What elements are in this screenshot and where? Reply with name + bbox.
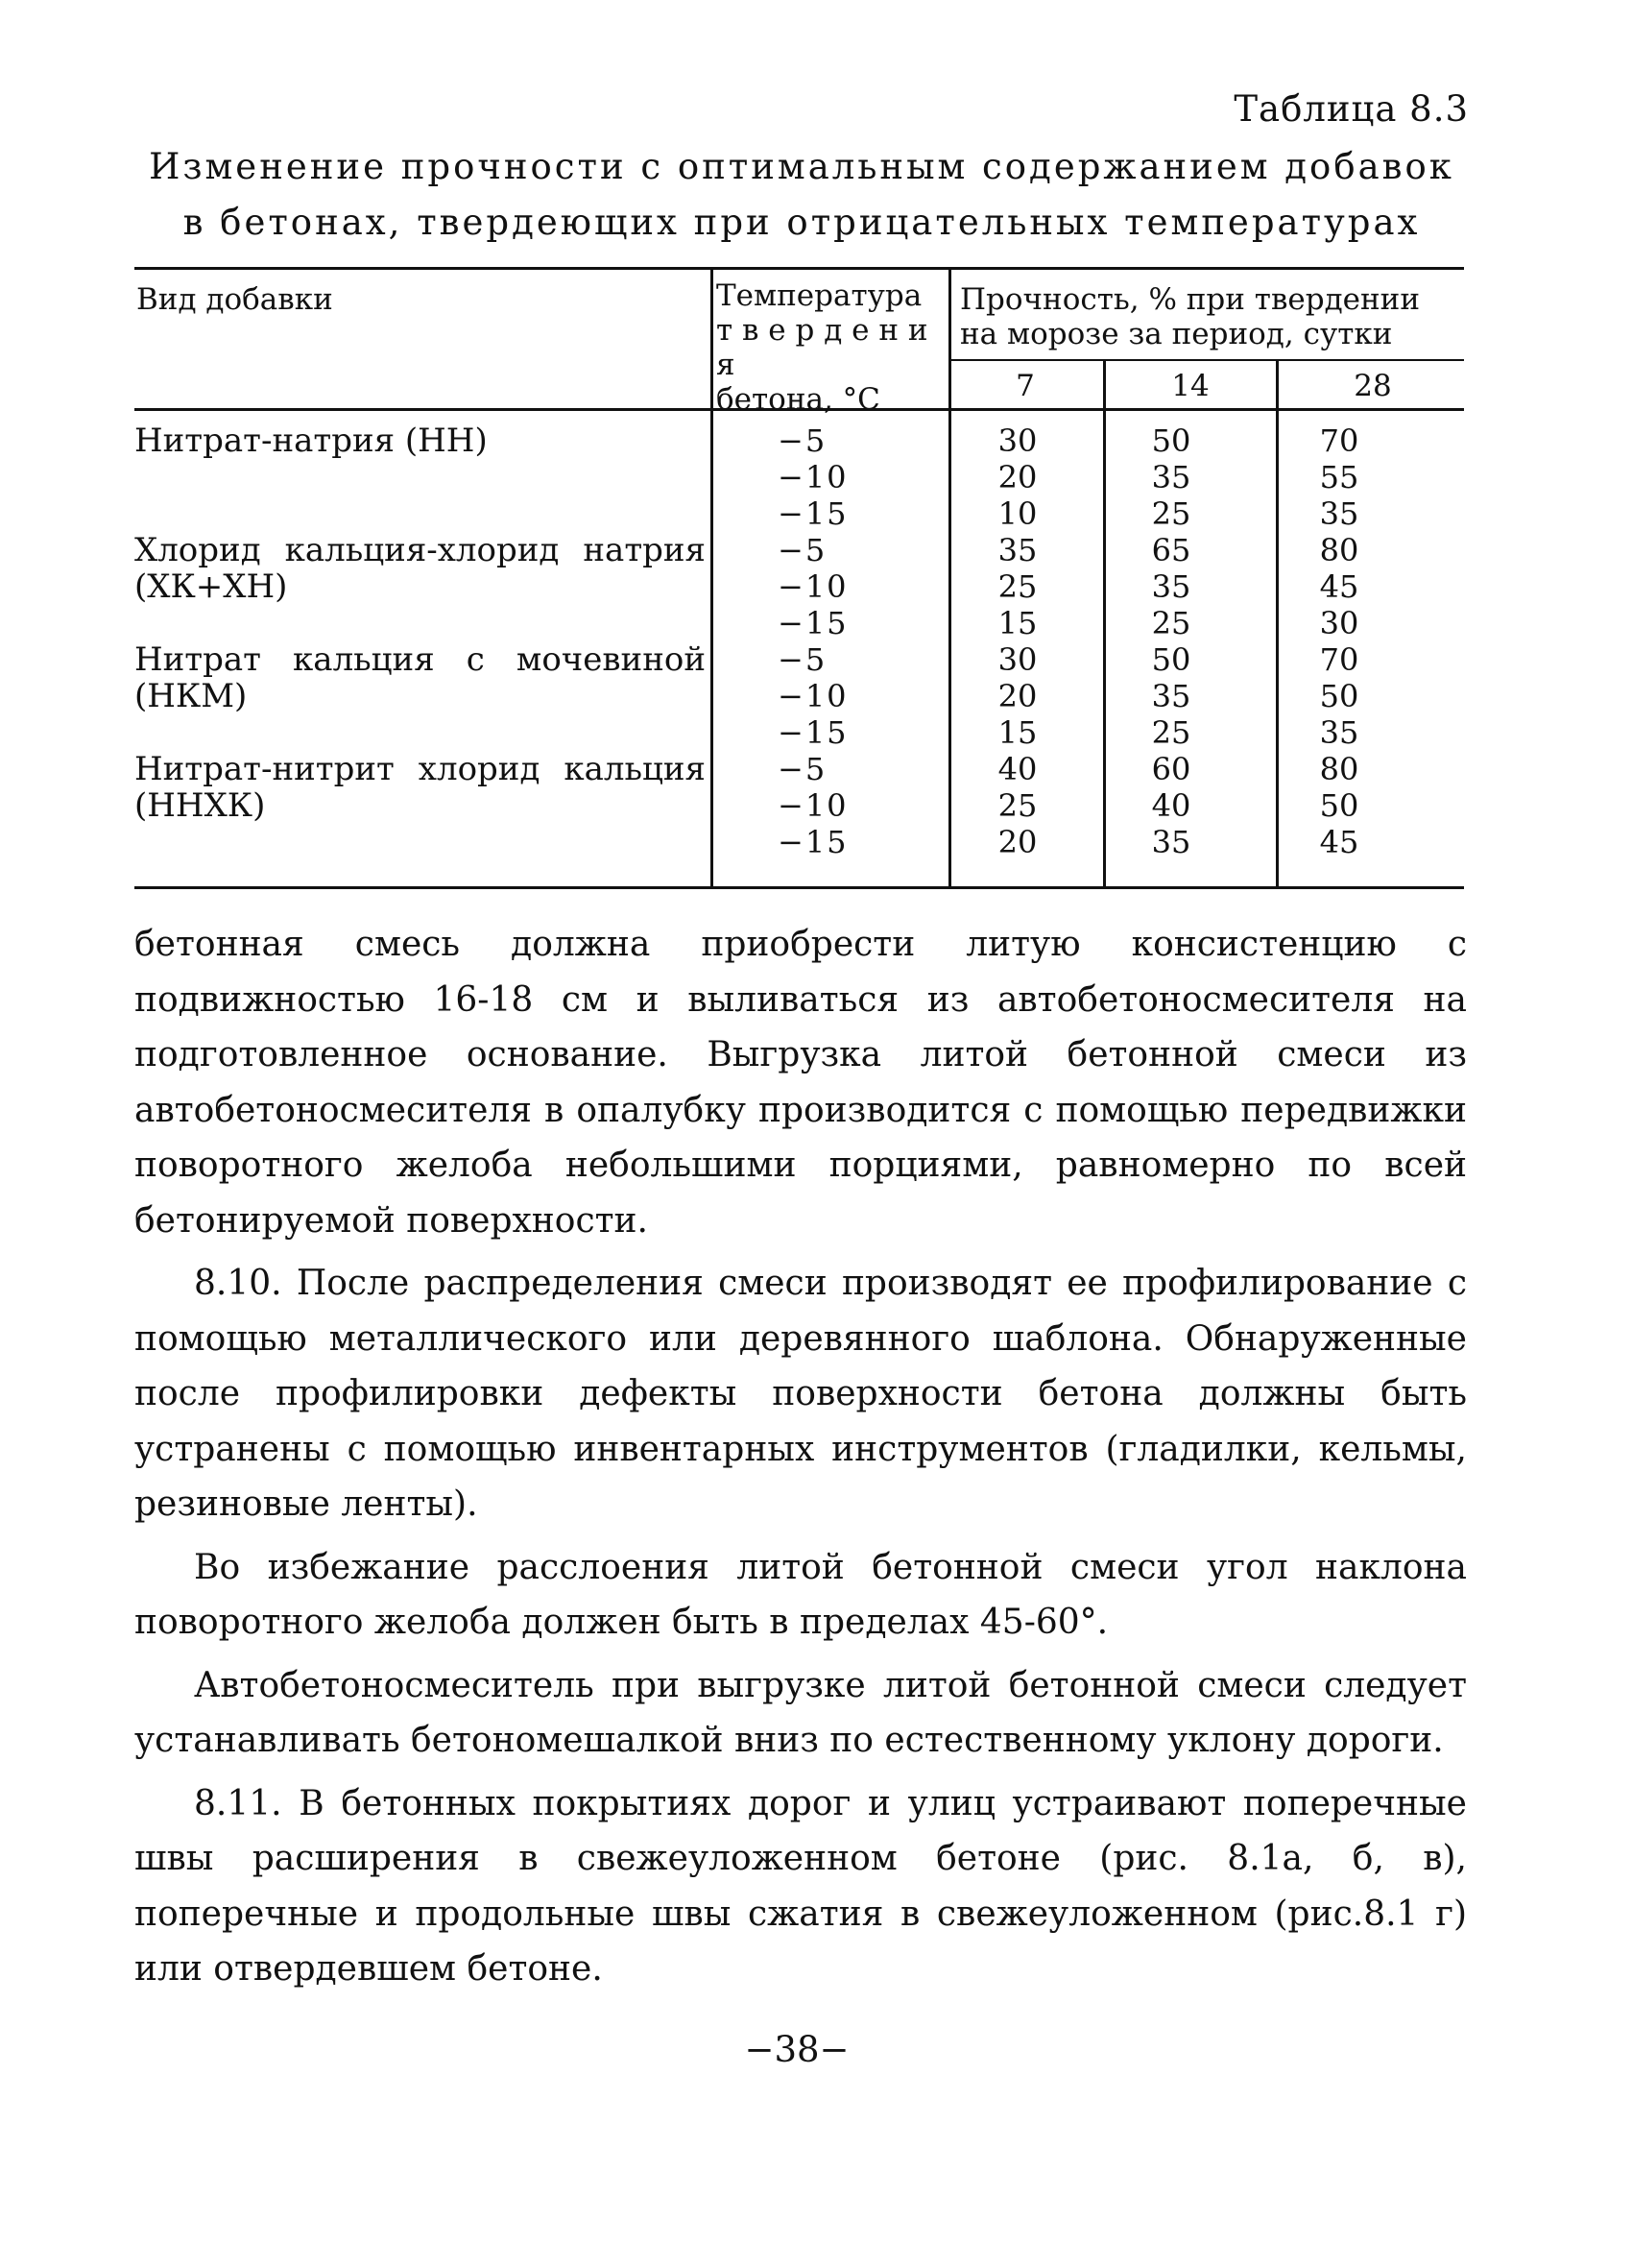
temp-cell: −10 [778, 678, 849, 714]
day7-cell: 20 [997, 459, 1038, 495]
table-row [134, 787, 1464, 824]
table-row [134, 605, 1464, 641]
table-row [134, 495, 1464, 532]
days-top-rule [948, 359, 1464, 361]
day28-cell: 50 [1319, 787, 1359, 824]
table-row [134, 824, 1464, 860]
day14-cell: 40 [1151, 787, 1191, 824]
additive-name: Нитрат-натрия (НН) [134, 422, 488, 460]
day7-cell: 10 [997, 495, 1038, 532]
caption-line-2: в бетонах, твердеющих при отрицательных температурах [182, 202, 1421, 243]
day28-cell: 30 [1319, 605, 1359, 641]
header-day-28: 28 [1354, 369, 1392, 403]
temp-cell: −15 [778, 495, 849, 532]
day28-cell: 80 [1319, 751, 1359, 787]
day28-cell: 35 [1319, 714, 1359, 751]
paragraph: 8.10. После распределения смеси производят ее профилирование с помощью металлического или деревянного шаблона. Обнаруженные после профилировки дефекты поверхности бетона должны быть устранены с помощью инвентарных инструментов (гладилки, кельмы, резиновые ленты). [134, 1264, 1467, 1524]
table-row [134, 714, 1464, 751]
page-number: −38− [744, 2029, 850, 2070]
additive-name: Нитрат кальция с мочевиной (НКМ) [134, 640, 706, 715]
table-group [134, 532, 1464, 641]
day7-cell: 25 [997, 787, 1038, 824]
body-text [134, 917, 1467, 1997]
table-caption [134, 139, 1469, 251]
header-strength: Прочность, % при твердении на морозе за период, сутки [960, 282, 1421, 351]
table-row [134, 422, 1464, 459]
table-group [134, 641, 1464, 751]
paragraph: Автобетоносмеситель при выгрузке литой бетонной смеси следует устанавливать бетономешалкой вниз по естественному уклону дороги. [134, 1665, 1467, 1760]
day28-cell: 55 [1319, 459, 1359, 495]
day28-cell: 50 [1319, 678, 1359, 714]
day14-cell: 50 [1151, 422, 1191, 459]
day7-cell: 15 [997, 605, 1038, 641]
day14-cell: 25 [1151, 714, 1191, 751]
table-row [134, 568, 1464, 605]
table-row [134, 532, 1464, 568]
table-bottom-rule [134, 886, 1464, 889]
table-group [134, 751, 1464, 860]
day7-cell: 25 [997, 568, 1038, 605]
day28-cell: 45 [1319, 824, 1359, 860]
day7-cell: 30 [997, 641, 1038, 678]
temp-cell: −10 [778, 787, 849, 824]
table-row [134, 751, 1464, 787]
day28-cell: 35 [1319, 495, 1359, 532]
day14-cell: 25 [1151, 605, 1191, 641]
day14-cell: 35 [1151, 459, 1191, 495]
temp-cell: −10 [778, 568, 849, 605]
day14-cell: 35 [1151, 568, 1191, 605]
header-day-7: 7 [1016, 369, 1035, 403]
table-row [134, 678, 1464, 714]
table-row [134, 459, 1464, 495]
temp-cell: −15 [778, 605, 849, 641]
day7-cell: 20 [997, 678, 1038, 714]
additive-name: Хлорид кальция-хлорид натрия (ХК+ХН) [134, 531, 706, 606]
temp-cell: −15 [778, 714, 849, 751]
caption-line-1: Изменение прочности с оптимальным содержанием добавок [149, 146, 1454, 187]
table-label: Таблица 8.3 [1234, 88, 1469, 130]
table-group [134, 422, 1464, 532]
strength-table [134, 267, 1464, 891]
table-row [134, 641, 1464, 678]
table-top-rule [134, 267, 1464, 270]
day7-cell: 35 [997, 532, 1038, 568]
paragraph: 8.11. В бетонных покрытиях дорог и улиц устраивают поперечные швы расширения в свежеуложенном бетоне (рис. 8.1а, б, в), поперечные и продольные швы сжатия в свежеуложенном (рис.8.1 г) или отвердевшем бетоне. [134, 1783, 1467, 1989]
header-day-14: 14 [1171, 369, 1210, 403]
temp-cell: −10 [778, 459, 849, 495]
day14-cell: 35 [1151, 824, 1191, 860]
temp-cell: −5 [778, 422, 828, 459]
header-additive: Вид добавки [136, 282, 333, 317]
temp-cell: −5 [778, 641, 828, 678]
day7-cell: 40 [997, 751, 1038, 787]
header-temperature: Температура т в е р д е н и я бетона, °С [716, 278, 928, 417]
temp-cell: −15 [778, 824, 849, 860]
table-body [134, 422, 1464, 860]
day28-cell: 45 [1319, 568, 1359, 605]
day7-cell: 20 [997, 824, 1038, 860]
day14-cell: 65 [1151, 532, 1191, 568]
day14-cell: 50 [1151, 641, 1191, 678]
day14-cell: 35 [1151, 678, 1191, 714]
day14-cell: 60 [1151, 751, 1191, 787]
day28-cell: 70 [1319, 422, 1359, 459]
temp-cell: −5 [778, 532, 828, 568]
temp-cell: −5 [778, 751, 828, 787]
paragraph: Во избежание расслоения литой бетонной смеси угол наклона поворотного желоба должен быть в пределах 45-60°. [134, 1547, 1467, 1642]
additive-name: Нитрат-нитрит хлорид кальция (ННХК) [134, 750, 706, 825]
day28-cell: 80 [1319, 532, 1359, 568]
day28-cell: 70 [1319, 641, 1359, 678]
day7-cell: 30 [997, 422, 1038, 459]
day14-cell: 25 [1151, 495, 1191, 532]
day7-cell: 15 [997, 714, 1038, 751]
paragraph: бетонная смесь должна приобрести литую консистенцию с подвижностью 16-18 см и выливаться из автобетоносмесителя на подготовленное основание. Выгрузка литой бетонной смеси из автобетоносмесителя в опалубку производится с помощью передвижки поворотного желоба небольшими порциями, равномерно по всей бетонируемой поверхности. [134, 925, 1467, 1241]
